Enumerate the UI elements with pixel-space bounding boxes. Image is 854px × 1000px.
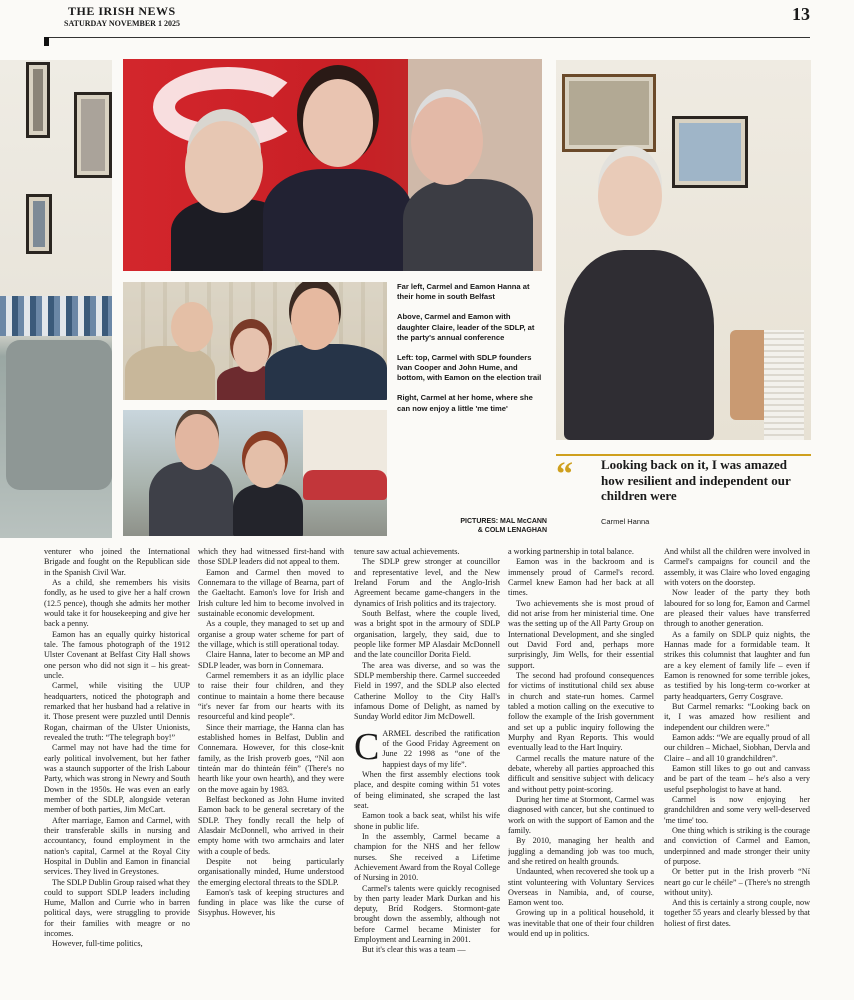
article-column-4 [508,547,654,999]
article-paragraph: One thing which is striking is the courage and conviction of Carmel and Eamon, underpinned and made stronger their unity of purpose. [664,825,810,866]
wall-picture-frame [26,62,50,138]
article-paragraph: Carmel remembers it as an idyllic place to raise their four children, and they continue to maintain a home there because “it's never far from our hearts with its resourceful and kind people”. [198,670,344,722]
wall-picture-frame [74,92,112,178]
masthead-marker [44,37,49,46]
article-paragraph: Eamon adds: “We are equally proud of all our children – Michael, Siobhan, Dervla and Claire – and all 10 grandchildren”. [664,732,810,763]
article-paragraph: South Belfast, where the couple lived, was a bright spot in the armoury of SDLP organisation, largely, they said, due to people like former MP Alasdair McDonnell and the late councillor Dorita Field. [354,608,500,660]
article-paragraph: Claire Hanna, later to become an MP and SDLP leader, was born in Connemara. [198,650,344,670]
article-paragraph: Eamon has an equally quirky historical tale. The famous photograph of the 1912 Ulster Covenant at Belfast City Hall shows one person who did not sign it – his great-uncle. [44,629,190,680]
person-carmel-home [598,156,662,236]
article-paragraph: Eamon and Carmel then moved to Connemara to the village of Bearna, part of the Gaeltacht. Eamon's love for Irish and Irish culture led him to become involved in sustainable economic development. [198,567,344,618]
issue-date: SATURDAY NOVEMBER 1 2025 [64,19,180,28]
person-ivan-cooper [171,302,213,352]
person-carmel [185,121,263,213]
column-3-top [354,547,500,723]
article-paragraph: Carmel is now enjoying her grandchildren and some very well-deserved 'me time' too. [664,794,810,825]
article-paragraph: During her time at Stormont, Carmel was diagnosed with cancer, but she continued to work on with the support of Eamon and the family. [508,794,654,835]
article-paragraph: And whilst all the children were involved in Carmel's campaigns for council and the assembly, it was Claire who loved engaging with voters on the doorstep. [664,547,810,587]
article-paragraph: Carmel may not have had the time for early political involvement, but her father was a staunch supporter of the Irish Labour Party, which was strong in Newry and South Down in the 1950s. He was even an early member of the SDLP, alongside veteran member of both parties, Jim McCart. [44,743,190,815]
caption-above: Above, Carmel and Eamon with daughter Claire, leader of the SDLP, at the party's annual conference [397,312,535,342]
article-paragraph: The SDLP grew stronger at councillor and representative level, and the New Ireland Forum and the Anglo-Irish Agreement became game-changers in the dynamics of Irish politics and its trajectory. [354,557,500,608]
credit-line: PICTURES: MAL McCANN [460,518,547,525]
wall-picture-frame [562,74,656,152]
article-body [44,547,816,999]
person-john-hume [291,288,339,350]
photo-carmel-at-home [556,60,811,440]
article-paragraph: The second had profound consequences for victims of institutional child sex abuse in church and state-run homes. Carmel tabled a motion calling on the executive to follow the example of the Irish government and set up a public inquiry following the Murphy and Ryan Reports. This would eventually lead to the Hart Inquiry. [508,670,654,753]
pull-quote-attribution: Carmel Hanna [601,517,650,526]
article-paragraph: Since their marriage, the Hanna clan has established homes in Belfast, Dublin and Connemara. However, for this close-knit family, as the Irish proverb goes, “Níl aon tinteán mar do thinteán féin” (There's no hearth like your own hearth), and they were on the move again by 1983. [198,722,344,794]
article-column-2 [198,547,344,999]
article-column-5 [664,547,810,999]
article-paragraph: Carmel's talents were quickly recognised by then party leader Mark Durkan and his deputy, Bríd Rodgers. Stormont-gate brought down the assembly, although not before Carmel became Minister for Employment and Learning in 2001. [354,883,500,945]
quote-mark-icon: “ [556,456,573,493]
article-paragraph: Carmel recalls the mature nature of the debate, whereby all parties approached this difficult and sensitive subject with delicacy and without petty point-scoring. [508,753,654,794]
pull-quote-rule [556,454,811,456]
article-paragraph: Despite not being particularly organisationally minded, Hume understood the emerging electoral threats to the SDLP. [198,856,344,887]
newspaper-title: THE IRISH NEWS [68,4,176,18]
caption-left: Left: top, Carmel with SDLP founders Ivan Cooper and John Hume, and bottom, with Eamon on the election trail [397,352,542,383]
article-paragraph: Eamon still likes to go out and canvass and be part of the team – he's also a very useful psephologist to have at hand. [664,763,810,794]
article-paragraph: But Carmel remarks: “Looking back on it, I was amazed how resilient and independent our children were.” [664,701,810,732]
photo-election-trail [123,410,387,536]
person-eamon-young [175,414,219,470]
article-column-1 [44,547,190,999]
caption-right: Right, Carmel at her home, where she can now enjoy a little 'me time' [397,393,533,413]
column-3-bottom [354,770,500,956]
article-paragraph: Carmel, while visiting the UUP headquarters, noticed the photograph and remarked that her husband had a relative in it. Those present were puzzled until Dennis Rogan, chairman of the Ulster Unionists, revealed the truth: “The telegraph boy!” [44,681,190,742]
photo-conference [123,59,542,271]
wall-picture-frame [672,116,748,188]
caption-far-left: Far left, Carmel and Eamon Hanna at their home in south Belfast [397,282,530,302]
person-eamon [411,97,483,185]
photo-sdlp-founders [123,282,387,400]
photo-credit [452,517,547,536]
photo-captions [397,282,545,424]
person-carmel-trail [245,440,285,488]
photo-couple-at-home [0,60,112,538]
article-paragraph: Eamon took a back seat, whilst his wife shone in public life. [354,811,500,831]
masthead-rule [44,37,810,38]
article-paragraph: In the assembly, Carmel became a champion for the NHS and her fellow nurses. She received a Lifetime Achievement Award from the Royal College of Nursing in 2010. [354,831,500,883]
cushion [0,296,112,336]
article-paragraph: Now leader of the party they both laboured for so long for, Eamon and Carmel are pleased their values have transferred through to another generation. [664,588,810,629]
article-paragraph: The SDLP Dublin Group raised what they could to support SDLP leaders including Hume, Mallon and Currie who in barren political days, were struggling to provide for their families with meagre or no incomes. [44,877,190,939]
pull-quote-text: Looking back on it, I was amazed how resilient and independent our children were [601,457,791,504]
article-paragraph: tenure saw actual achievements. [354,547,460,556]
article-paragraph: The area was diverse, and so was the SDLP membership there. Carmel succeeded Field in 1997, and the SDLP also elected Catherine Molloy to the City Hall's infamous Dome of Delight, as named by Sunday World editor Jim McDowell. [354,660,500,722]
article-paragraph: As a family on SDLP quiz nights, the Hannas made for a formidable team. It strikes this columnist that laughter and fun are a key element of family life – even if Eamon is renowned for some terrible jokes, as testified by his long-term co-worker at party headquarters, Gerry Cosgrave. [664,629,810,701]
dropcap-text: ARMEL described the ratification of the Good Friday Agreement on June 22 1998 as “one of the happiest days of my life”. [382,728,500,769]
credit-line: & COLM LENAGHAN [477,527,547,535]
article-paragraph: As a couple, they managed to set up and organise a group water scheme for part of the village, which is still operational today. [198,619,344,649]
article-paragraph: Or better put in the Irish proverb “Ní neart go cur le chéile” – (There's no strength without unity). [664,867,810,897]
article-paragraph: Growing up in a political household, it was inevitable that one of their four children would end up in politics. [508,908,654,939]
wall-picture-frame [26,194,52,254]
pull-quote [556,454,811,538]
article-paragraph: By 2010, managing her health and juggling a demanding job was too much, and she retired on health grounds. [508,836,654,866]
article-paragraph: Eamon was in the backroom and is immensely proud of Carmel's record. Carmel knew Eamon had her back at all times. [508,557,654,598]
article-column-3 [354,547,500,999]
masthead [44,0,810,42]
article-paragraph: When the first assembly elections took place, and despite coming within 51 votes of being eliminated, she scraped the last seat. [354,769,500,810]
article-paragraph: However, full-time politics, [52,939,143,949]
armchair [6,340,112,490]
article-paragraph: And this is certainly a strong couple, now together 55 years and clearly blessed by that holiest of first dates. [664,898,810,928]
article-paragraph: Eamon's task of keeping structures and funding in place was like the curse of Sisyphus. However, his [198,887,344,918]
person-carmel-young [233,328,269,372]
red-car [303,470,387,500]
article-paragraph: Undaunted, when recovered she took up a stint volunteering with Voluntary Services Overseas in Namibia, and, of course, Eamon went too. [508,867,654,908]
article-paragraph: But it's clear this was a team — [362,945,466,955]
drop-cap: C [354,725,380,768]
article-paragraph: As a child, she remembers his visits fondly, as he used to give her a half crown (12.5 pence), though she admits her mother would take it for housekeeping and give her back a penny. [44,577,190,629]
article-paragraph: a working partnership in total balance. [508,547,634,556]
person-claire [303,79,373,167]
page-number: 13 [792,4,810,24]
article-paragraph: After marriage, Eamon and Carmel, with their transferable skills in nursing and accountancy, found employment in the nation's capital, Carmel at the Royal City Hospital in Dublin and Eamon in financial services. They lived in Greystones. [44,815,190,877]
article-paragraph: Belfast beckoned as John Hume invited Eamon back to be general secretary of the SDLP. They fondly recall the help of Alasdair McDonnell, who arrived in their empty home with two armchairs and later with a couple of beds. [198,794,344,856]
article-paragraph: which they had witnessed first-hand with those SDLP leaders did not appeal to them. [198,547,344,567]
dropcap-paragraph [354,725,500,770]
article-paragraph: Two achievements she is most proud of did not arise from her ministerial time. One was the setting up of the All Party Group on International Development, and she singled out David Ford and, perhaps more surprisingly, Jim Wells, for their essential support. [508,598,654,670]
article-paragraph: venturer who joined the International Brigade and fought on the Republican side in the Spanish Civil War. [44,547,190,577]
radiator [764,330,804,440]
